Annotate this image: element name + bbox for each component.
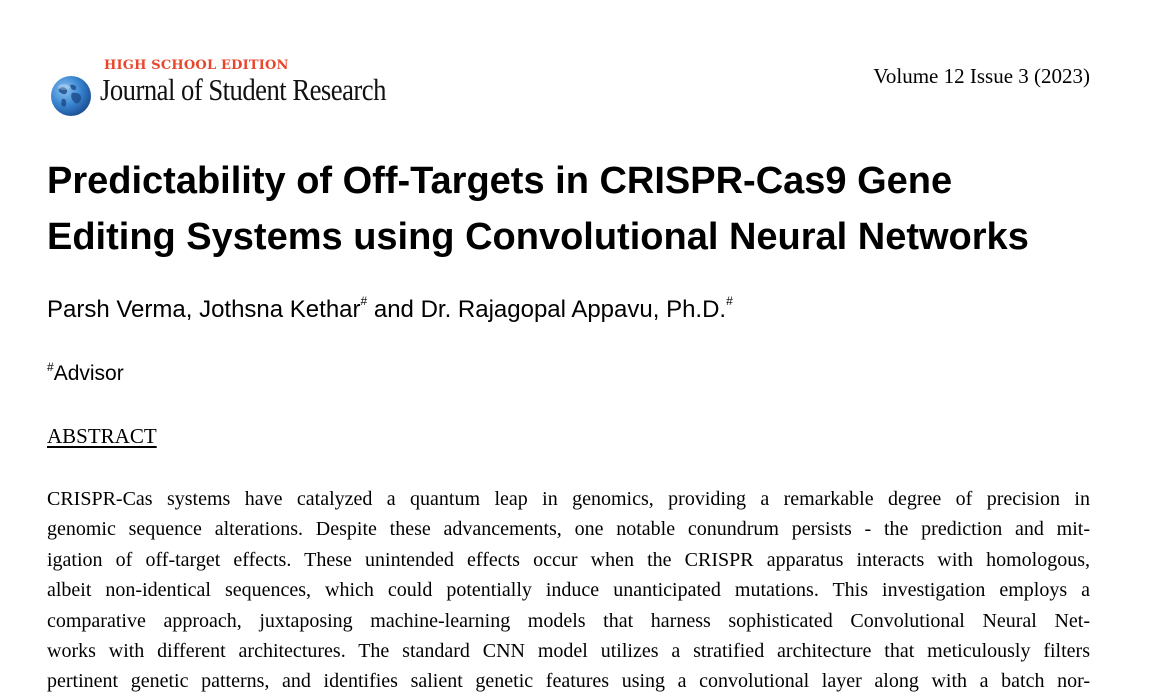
author-2: Jothsna Kethar	[199, 296, 361, 323]
advisor-mark: #	[47, 360, 54, 374]
abstract-line: genomic sequence alterations. Despite these advancements, one notable conundrum persists - the prediction and mit-	[47, 518, 1090, 541]
edition-label: HIGH SCHOOL EDITION	[104, 58, 289, 73]
advisor-mark: #	[726, 294, 733, 308]
abstract-line: albeit non-identical sequences, which could potentially induce unanticipated mutations. This investigation employs a	[47, 579, 1090, 602]
author-3: and Dr. Rajagopal Appavu, Ph.D.	[367, 296, 727, 323]
abstract-line: pertinent genetic patterns, and identifies salient genetic features using a convolutional layer along with a batch nor-	[47, 670, 1090, 693]
abstract-body	[47, 484, 1090, 697]
abstract-line: works with different architectures. The standard CNN model utilizes a stratified architecture that meticulously filters	[47, 639, 1090, 662]
advisor-mark: #	[360, 294, 368, 308]
globe-icon	[50, 75, 92, 117]
affiliation-text: Advisor	[53, 362, 124, 385]
author-list	[47, 296, 733, 324]
journal-header	[50, 56, 1090, 126]
abstract-line: igation of off-target effects. These unintended effects occur when the CRISPR apparatus interacts with homologous,	[47, 548, 1090, 571]
abstract-heading: ABSTRACT	[47, 424, 157, 448]
abstract-line: comparative approach, juxtaposing machine-learning models that harness sophisticated Convolutional Neural Net-	[47, 609, 1090, 632]
title-line-1: Predictability of Off-Targets in CRISPR-Cas9 Gene	[47, 160, 953, 202]
author-1: Parsh Verma,	[47, 296, 200, 323]
paper-title	[47, 153, 1127, 265]
journal-name: Journal of Student Research	[100, 72, 386, 107]
journal-logo[interactable]	[50, 56, 410, 120]
abstract-line: CRISPR-Cas systems have catalyzed a quantum leap in genomics, providing a remarkable degree of precision in	[47, 488, 1090, 510]
volume-issue: Volume 12 Issue 3 (2023)	[873, 64, 1090, 88]
title-line-2: Editing Systems using Convolutional Neural Networks	[47, 216, 1029, 258]
affiliation-note	[47, 362, 124, 386]
